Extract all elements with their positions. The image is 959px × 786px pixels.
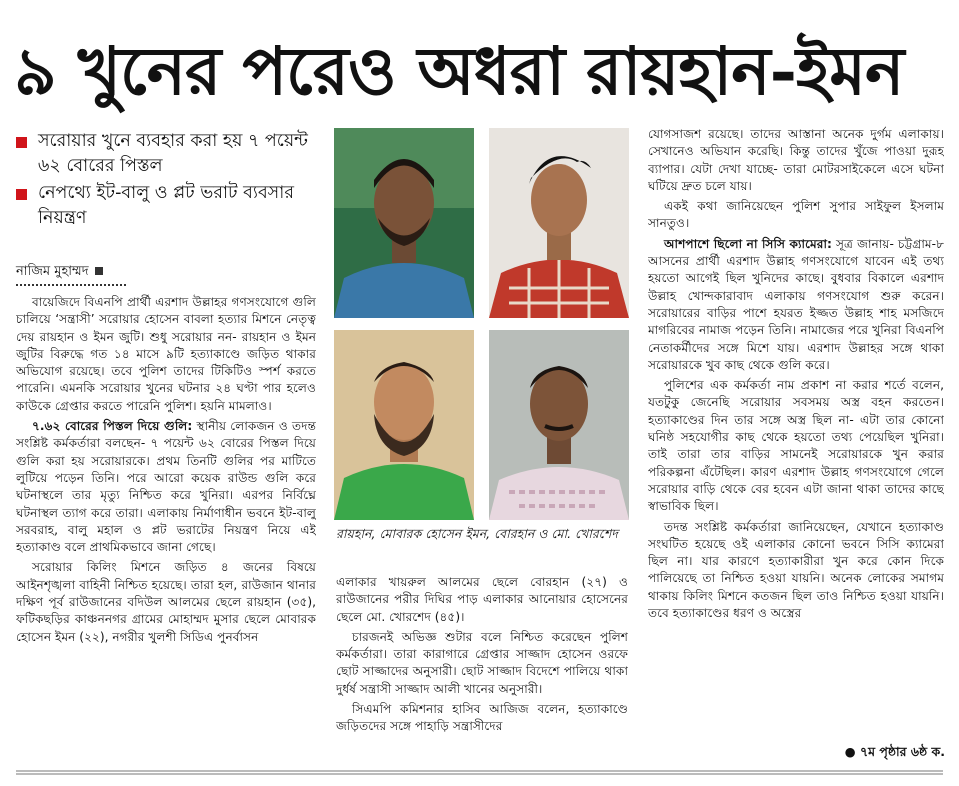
- summary-bullet: [16, 181, 316, 231]
- article-column-2: [336, 574, 628, 760]
- paragraph: বায়েজিদে বিএনপি প্রার্থী এরশাদ উল্লাহর গণসংযোগে গুলি চালিয়ে ‘সন্ত্রাসী’ সরোয়ার হোসেন বাবলা হত্যার মিশনে নেতৃত্ব দেয় রায়হান ও ইমন জুটি। শুধু সরোয়ার নন- রায়হান ও ইমন জুটির বিরুদ্ধে গত ১৪ মাসে ৯টি হত্যাকাণ্ডে জড়িত থাকার অভিযোগ রয়েছে। তবে পুলিশ তাদের টিকিটিও স্পর্শ করতে পারেনি। এমনকি সরোয়ার খুনের ঘটনার ২৪ ঘণ্টা পার হলেও কাউকে গ্রেপ্তার করতে পারেনি পুলিশ। হয়নি মামলাও।: [16, 295, 316, 413]
- photo-caption: রায়হান, মোবারক হোসেন ইমন, বোরহান ও মো. খোরশেদ: [336, 526, 618, 541]
- author-name: নাজিম মুহাম্মদ: [16, 264, 89, 279]
- paragraph: চারজনই অভিজ্ঞ শুটার বলে নিশ্চিত করেছেন পুলিশ কর্মকর্তারা। তারা কারাগারে গ্রেপ্তার সাজ্জাদ হোসেন ওরফে ছোট সাজ্জাদের অনুসারী। ছোট সাজ্জাদ বিদেশে পালিয়ে থাকা দুর্ধর্ষ সন্ত্রাসী সাজ্জাদ আলী খানের অনুসারী।: [336, 629, 628, 696]
- photo-rayhan: [334, 128, 474, 318]
- red-square-icon: [16, 189, 27, 200]
- article-column-1: [16, 294, 316, 760]
- summary-bullet-text: সরোয়ার খুনে ব্যবহার করা হয় ৭ পয়েন্ট ৬২ বোরের পিস্তল: [38, 131, 308, 176]
- paragraph: এলাকার খায়রুল আলমের ছেলে বোরহান (২৭) ও রাউজানের পরীর দিঘির পাড় এলাকার আনোয়ার হোসেনের ছেলে মো. খোরশেদ (৪৫)।: [336, 575, 628, 624]
- article-column-3: [648, 126, 944, 744]
- subheading: ৭.৬২ বোরের পিস্তল দিয়ে গুলি:: [32, 419, 193, 434]
- paragraph: যোগসাজশ রয়েছে। তাদের আস্তানা অনেক দুর্গম এলাকায়। সেখানেও অভিযান করেছি। কিন্তু তাদের খুঁজে পাওয়া দুরূহ ব্যাপার। যেটা দেখা যাচ্ছে- তারা মোটরসাইকেলে এসে ঘটনা ঘটিয়ে দ্রুত চলে যায়।: [648, 127, 944, 193]
- paragraph-text: স্থানীয় লোকজন ও তদন্ত সংশ্লিষ্ট কর্মকর্তারা বলছেন- ৭ পয়েন্ট ৬২ বোরের পিস্তল দিয়ে গুলি করা হয় সরোয়ারকে। প্রথম তিনটি গুলির পর মাটিতে লুটিয়ে পড়েন তিনি। পরে আরো কয়েক রাউন্ড গুলি করে ঘটনাস্থলে তার মৃত্যু নিশ্চিত করে খুনিরা। এরপর নির্বিঘ্নে ঘটনাস্থল ত্যাগ করে তারা। এলাকায় নির্মাণাধীন ভবনে ইট-বালু সরবরাহ, বালু মহাল ও প্লট ভরাটের নিয়ন্ত্রণ নিয়ে এই হত্যাকাণ্ড বলে প্রাথমিকভাবে জানা গেছে।: [16, 419, 316, 555]
- paragraph: একই কথা জানিয়েছেন পুলিশ সুপার সাইফুল ইসলাম সানতুও।: [648, 199, 944, 231]
- dotted-divider: [16, 284, 126, 286]
- photo-khorshed: [489, 330, 629, 520]
- paragraph: [648, 236, 944, 374]
- paragraph: পুলিশের এক কর্মকর্তা নাম প্রকাশ না করার শর্তে বলেন, যতটুকু জেনেছি সরোয়ার সবসময় অস্ত্র বহন করতেন। হত্যাকাণ্ডের দিন তার সঙ্গে অস্ত্র ছিল না- এটা তার কোনো ঘনিষ্ঠ সহযোগীর কাছ থেকে হয়তো তথ্য পেয়েছিল খুনিরা। তাই তারা তার বাড়ির সামনেই সরোয়ারকে খুন করার পরিকল্পনা এঁটেছিল। কারণ এরশাদ উল্লাহ গণসংযোগে গেলে সরোয়ার বাড়ি থেকে বের হবেন এটা জানা থাকা তাদের কাছে স্বাভাবিক ছিল।: [648, 378, 944, 514]
- red-square-icon: [16, 137, 27, 148]
- bottom-rule: [16, 770, 943, 775]
- square-icon: [95, 267, 103, 275]
- summary-bullet-text: নেপথ্যে ইট-বালু ও প্লট ভরাট ব্যবসার নিয়ন্ত্রণ: [38, 183, 294, 228]
- photo-emon: [489, 128, 629, 318]
- byline: [16, 264, 103, 280]
- headline: ৯ খুনের পরেও অধরা রায়হান-ইমন: [14, 32, 904, 110]
- paragraph: সিএমপি কমিশনার হাসিব আজিজ বলেন, হত্যাকাণ্ডে জড়িতদের সঙ্গে পাহাড়ি সন্ত্রাসীদের: [336, 702, 628, 734]
- continued-on-page: ● ৭ম পৃষ্ঠার ৬ষ্ঠ ক.: [844, 744, 945, 759]
- paragraph: সরোয়ার কিলিং মিশনে জড়িত ৪ জনের বিষয়ে আইনশৃঙ্খলা বাহিনী নিশ্চিত হয়েছে। তারা হল, রাউজান থানার দক্ষিণ পূর্ব রাউজানের বদিউল আলমের ছেলে রায়হান (৩৫), ফটিকছড়ির কাঞ্চননগর গ্রামের মোহাম্মদ মুসার ছেলে মোবারক হোসেন ইমন (২২), নগরীর খুলশী সিডিএ পুনর্বাসন: [16, 560, 316, 644]
- summary-bullet: [16, 129, 316, 179]
- paragraph-text: সূত্র জানায়- চট্টগ্রাম-৮ আসনের প্রার্থী এরশাদ উল্লাহ গণসংযোগে যাবেন এই তথ্য হয়তো আগেই ছিল খুনিদের কাছে। বুধবার বিকালে এরশাদ উল্লাহ খোন্দকারাবাদ এলাকায় গণসংযোগ শুরু করেন। সরোয়ারের বাড়ির পাশে হযরত ইজ্জত উল্লাহ শাহ মসজিদে মাগরিবের নামাজ পড়েন তিনি। নামাজের পরে খুনিরা বিএনপি নেতাকর্মীদের সঙ্গে মিশে যায়। এরশাদ উল্লাহর সঙ্গে থাকা সরোয়ারকে খুব কাছ থেকে গুলি করে।: [648, 236, 944, 372]
- paragraph: [16, 418, 316, 556]
- subheading: আশপাশে ছিলো না সিসি ক্যামেরা:: [664, 236, 832, 251]
- paragraph: তদন্ত সংশ্লিষ্ট কর্মকর্তারা জানিয়েছেন, যেখানে হত্যাকাণ্ড সংঘটিত হয়েছে ওই এলাকার কোনো ভবনে সিসি ক্যামেরা ছিল না। যার কারণে হত্যাকারীরা খুন করে কোন দিকে পালিয়েছে তা নিশ্চিত হওয়া যায়নি। অনেক লোকের সমাগম থাকায় কিলিং মিশনে কতজন ছিল তাও নিশ্চিত হওয়া যায়নি। তবে হত্যাকাণ্ডের ধরণ ও অস্ত্রের: [648, 519, 944, 621]
- summary-bullets: [16, 129, 316, 233]
- photo-borhan: [334, 330, 474, 520]
